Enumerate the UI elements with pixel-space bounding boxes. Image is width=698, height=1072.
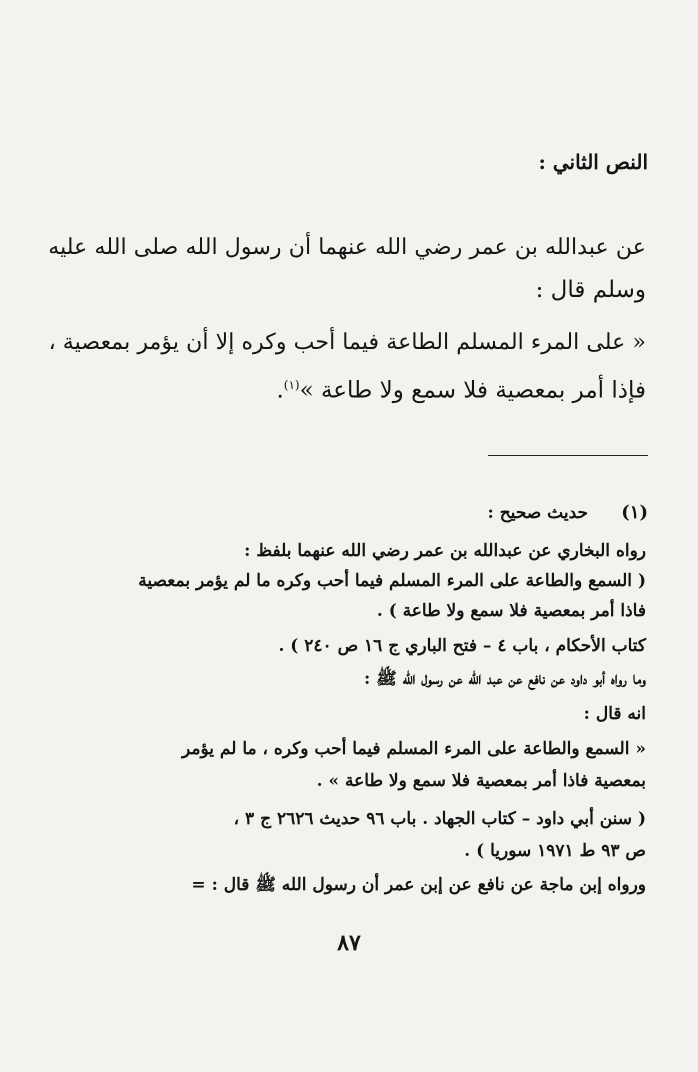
- footnote-line-2: رواه البخاري عن عبدالله بن عمر رضي الله عنهما بلفظ :: [244, 541, 646, 561]
- footnote-line-8: « السمع والطاعة على المرء المسلم فيما أحب وكره ، ما لم يؤمر: [181, 739, 646, 759]
- main-text-line-2: وسلم قال :: [535, 277, 646, 303]
- main-text-line-4: فإذا أمر بمعصية فلا سمع ولا طاعة »$^{(١)}$.: [276, 377, 646, 404]
- footnote-line-1: حديث صحيح :: [487, 503, 588, 523]
- footnote-number: (١): [621, 502, 648, 523]
- main-text-line-4-text: فإذا أمر بمعصية فلا سمع ولا طاعة »: [299, 377, 646, 404]
- footnote-line-12: ورواه إبن ماجة عن نافع عن إبن عمر أن رسول الله ﷺ قال : =: [191, 875, 646, 895]
- footnote-line-10: ( سنن أبي داود – كتاب الجهاد . باب ٩٦ حديث ٢٦٢٦ ج ٣ ،: [233, 809, 646, 829]
- footnote-line-4: فاذا أمر بمعصية فلا سمع ولا طاعة ) .: [376, 601, 646, 621]
- footnote-line-3: ( السمع والطاعة على المرء المسلم فيما أحب وكره ما لم يؤمر بمعصية: [138, 571, 646, 591]
- page-number: ٨٧: [337, 930, 361, 956]
- main-text-line-3: « على المرء المسلم الطاعة فيما أحب وكره إلا أن يؤمر بمعصية ،: [48, 329, 646, 355]
- main-text-line-1: عن عبدالله بن عمر رضي الله عنهما أن رسول الله صلى الله عليه: [48, 234, 646, 260]
- section-heading: النص الثاني :: [538, 150, 648, 174]
- footnote-line-7: انه قال :: [583, 704, 646, 724]
- footnote-separator: [488, 455, 648, 456]
- footnote-line-6: وما رواه أبو داود عن نافع عن عبد الله عن رسول الله ﷺ :: [364, 669, 646, 689]
- footnote-line-5: كتاب الأحكام ، باب ٤ – فتح الباري ج ١٦ ص ٢٤٠ ) .: [278, 636, 646, 656]
- footnote-line-11: ص ٩٣ ط ١٩٧١ سوريا ) .: [464, 841, 646, 861]
- footnote-reference: (١): [283, 378, 300, 392]
- footnote-line-9: بمعصية فاذا أمر بمعصية فلا سمع ولا طاعة » .: [316, 771, 646, 791]
